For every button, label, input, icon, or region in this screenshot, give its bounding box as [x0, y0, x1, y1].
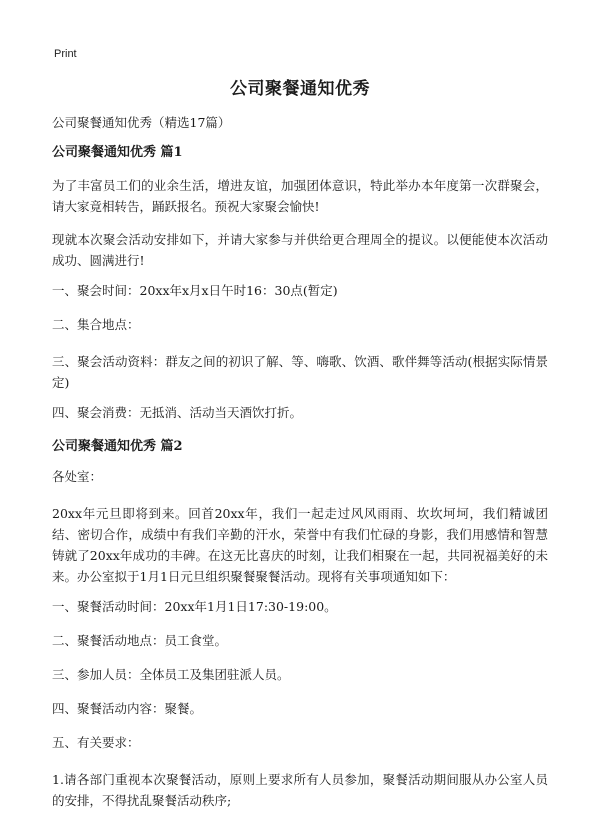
paragraph: 四、聚餐活动内容：聚餐。	[52, 701, 203, 716]
paragraph: 现就本次聚会活动安排如下，并请大家参与并供给更合理周全的提议。以便能使本次活动成功、圆满进行!	[52, 232, 548, 268]
paragraph: 二、集合地点：	[52, 317, 140, 332]
paragraph: 五、有关要求：	[52, 735, 140, 750]
paragraph: 一、聚会时间：20xx年x月x日午时16：30点(暂定)	[52, 283, 338, 298]
section-heading: 公司聚餐通知优秀 篇2	[52, 439, 183, 454]
section-heading: 公司聚餐通知优秀 篇1	[52, 145, 183, 160]
paragraph: 20xx年元旦即将到来。回首20xx年，我们一起走过风风雨雨、坎坎坷坷，我们精诚团结、密切合作，成绩中有我们辛勤的汗水，荣誉中有我们忙碌的身影，我们用感情和智慧铸就了20xx年成功的丰碑。在这无比喜庆的时刻，让我们相聚在一起，共同祝福美好的未来。办公室拟于1月1日元旦组织聚餐聚餐活动。现将有关事项通知如下：	[52, 506, 548, 584]
paragraph: 各处室：	[52, 469, 103, 484]
paragraph: 一、聚餐活动时间：20xx年1月1日17:30-19:00。	[52, 599, 337, 614]
paragraph: 为了丰富员工们的业余生活，增进友谊，加强团体意识，特此举办本年度第一次群聚会，请大家竟相转告，踊跃报名。预祝大家聚会愉快!	[52, 178, 548, 214]
paragraph: 三、聚会活动资料：群友之间的初识了解、等、嗨歌、饮酒、歌伴舞等活动(根据实际情景定)	[52, 354, 548, 390]
print-link[interactable]: Print	[54, 48, 77, 60]
paragraph: 三、参加人员：全体员工及集团驻派人员。	[52, 667, 290, 682]
paragraph: 1.请各部门重视本次聚餐活动，原则上要求所有人员参加，聚餐活动期间服从办公室人员的安排，不得扰乱聚餐活动秩序;	[52, 772, 548, 808]
paragraph: 二、聚餐活动地点：员工食堂。	[52, 633, 228, 648]
document-subtitle: 公司聚餐通知优秀（精选17篇）	[52, 115, 231, 130]
page-title: 公司聚餐通知优秀	[230, 79, 370, 99]
paragraph: 四、聚会消费：无抵消、活动当天酒饮打折。	[52, 405, 303, 420]
